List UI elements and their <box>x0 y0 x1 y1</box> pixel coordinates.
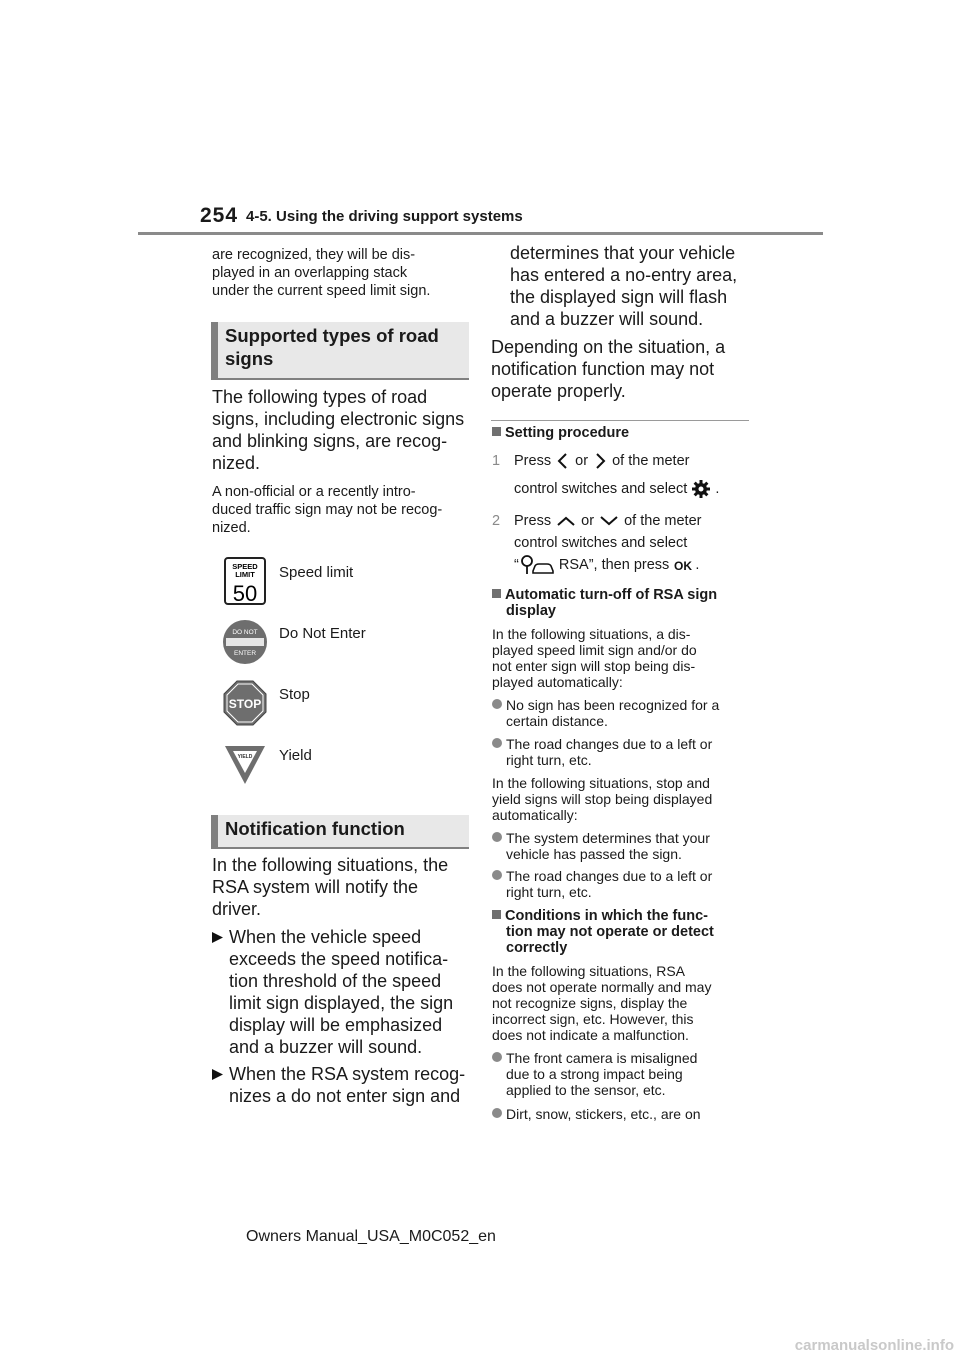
list-line: The road changes due to a left or <box>506 868 713 884</box>
step-text: Press <box>514 513 552 529</box>
bullet-dot-icon <box>492 699 502 709</box>
sign-row-do-not-enter <box>222 618 462 666</box>
list-item <box>492 736 744 768</box>
step-text: . <box>715 481 720 497</box>
sign-label: Yield <box>279 747 312 764</box>
bullet-triangle-icon <box>212 1069 223 1080</box>
yield-sign-icon <box>222 740 268 788</box>
sign-label: Do Not Enter <box>279 625 366 642</box>
square-bullet-icon <box>492 589 501 598</box>
intro-line: played in an overlapping stack <box>212 265 408 281</box>
chevron-right-icon <box>592 452 608 470</box>
list-item <box>492 1106 744 1122</box>
heading-text: Automatic turn-off of RSA sign <box>505 587 718 603</box>
sign-text: LIMIT <box>235 570 255 579</box>
heading-text: correctly <box>506 940 568 956</box>
list-line: right turn, etc. <box>506 752 592 768</box>
note-line: played speed limit sign and/or do <box>492 642 697 658</box>
step-text: or <box>575 453 589 469</box>
notification-paragraph <box>212 854 472 920</box>
paragraph-line: In the following situations, the <box>212 855 449 875</box>
bullet-line: tion threshold of the speed <box>229 971 442 991</box>
bullet-item <box>212 926 470 1058</box>
note-line: nized. <box>212 520 251 536</box>
heading-text: tion may not operate or detect <box>506 924 714 940</box>
watermark: carmanualsonline.info <box>794 1337 954 1354</box>
bullet-line: the displayed sign will flash <box>510 287 728 307</box>
note-line: not recognize signs, display the <box>492 995 688 1011</box>
list-line: certain distance. <box>506 713 608 729</box>
step-text: RSA”, then press <box>558 557 670 573</box>
list-line: due to a strong impact being <box>506 1066 683 1082</box>
bullet-triangle-icon <box>212 932 223 943</box>
sign-text: 50 <box>232 581 258 605</box>
heading-text: Conditions in which the func- <box>505 908 708 924</box>
step-text: or <box>581 513 595 529</box>
paragraph-line: The following types of road <box>212 387 428 407</box>
svg-text:OK: OK <box>674 559 693 573</box>
list-item <box>492 1050 744 1098</box>
sign-row-yield <box>222 740 462 788</box>
stop-sign-icon <box>222 679 268 727</box>
step-text: control switches and select <box>514 535 688 551</box>
conditions-note <box>492 963 754 1043</box>
bullet-line: nizes a do not enter sign and <box>229 1086 461 1106</box>
note-line: In the following situations, RSA <box>492 963 685 979</box>
page-number: 254 <box>200 204 239 227</box>
square-bullet-icon <box>492 910 501 919</box>
bullet-dot-icon <box>492 1108 502 1118</box>
bullet-line: When the RSA system recog- <box>229 1064 466 1084</box>
setting-procedure-heading <box>492 425 752 441</box>
list-line: applied to the sensor, etc. <box>506 1082 666 1098</box>
sign-text: DO NOT <box>232 629 258 636</box>
step-2 <box>492 510 754 576</box>
chevron-up-icon <box>555 514 577 528</box>
square-bullet-icon <box>492 427 501 436</box>
note-line: yield signs will stop being displayed <box>492 791 713 807</box>
list-line: Dirt, snow, stickers, etc., are on <box>506 1106 701 1122</box>
list-line: No sign has been recognized for a <box>506 697 720 713</box>
list-item <box>492 830 744 862</box>
paragraph-line: driver. <box>212 899 262 919</box>
step-text: Press <box>514 453 552 469</box>
paragraph-line: and blinking signs, are recog- <box>212 431 448 451</box>
note-line: A non-official or a recently intro- <box>212 484 416 500</box>
heading-line: signs <box>225 348 274 369</box>
bullet-dot-icon <box>492 870 502 880</box>
note-line: played automatically: <box>492 674 623 690</box>
auto-turn-off-note <box>492 626 754 690</box>
conditions-heading <box>492 908 754 956</box>
supported-signs-paragraph <box>212 386 472 474</box>
sign-text: ENTER <box>233 650 257 657</box>
step-text: “ <box>514 557 519 573</box>
sign-row-stop <box>222 679 462 727</box>
bullet-dot-icon <box>492 738 502 748</box>
heading-supported-signs <box>211 322 469 380</box>
bullet-dot-icon <box>492 1052 502 1062</box>
list-line: right turn, etc. <box>506 884 592 900</box>
note-line: automatically: <box>492 807 578 823</box>
note-line: In the following situations, stop and <box>492 775 710 791</box>
bullet-line: has entered a no-entry area, <box>510 265 738 285</box>
bullet-line: and a buzzer will sound. <box>229 1037 423 1057</box>
stop-yield-note <box>492 775 754 823</box>
step-number: 1 <box>492 453 501 469</box>
divider <box>491 420 749 421</box>
section-title: 4-5. Using the driving support systems <box>246 208 523 225</box>
note-line: not enter sign will stop being dis- <box>492 658 696 674</box>
list-line: The front camera is misaligned <box>506 1050 698 1066</box>
list-item <box>492 868 744 900</box>
bullet-line: exceeds the speed notifica- <box>229 949 449 969</box>
note-line: incorrect sign, etc. However, this <box>492 1011 694 1027</box>
rsa-sign-car-icon <box>519 555 555 575</box>
bullet-line: display will be emphasized <box>229 1015 443 1035</box>
bullet-continuation <box>510 242 760 330</box>
heading-text: display <box>506 603 556 619</box>
heading-line: Supported types of road <box>225 325 439 346</box>
heading-line: Notification function <box>225 818 405 839</box>
bullet-dot-icon <box>492 832 502 842</box>
intro-line: under the current speed limit sign. <box>212 283 431 299</box>
footer-manual-id: Owners Manual_USA_M0C052_en <box>246 1228 496 1245</box>
heading-notification-function <box>211 815 469 849</box>
step-text: . <box>695 557 700 573</box>
intro-text <box>212 246 472 300</box>
sign-label: Speed limit <box>279 564 354 581</box>
list-line: The road changes due to a left or <box>506 736 713 752</box>
bullet-line: and a buzzer will sound. <box>510 309 704 329</box>
step-1 <box>492 450 754 500</box>
ok-button-icon <box>673 558 695 572</box>
list-line: The system determines that your <box>506 830 710 846</box>
step-number: 2 <box>492 513 501 529</box>
sign-text: SPEED <box>232 562 258 571</box>
bullet-line: determines that your vehicle <box>510 243 736 263</box>
header-rule <box>138 232 823 235</box>
note-line: does not indicate a malfunction. <box>492 1027 689 1043</box>
paragraph-line: notification function may not <box>491 359 715 379</box>
gear-icon <box>691 479 711 499</box>
situation-paragraph <box>491 336 753 402</box>
sign-text: YIELD <box>237 754 253 760</box>
bullet-line: When the vehicle speed <box>229 927 422 947</box>
list-item <box>492 697 744 729</box>
note-line: In the following situations, a dis- <box>492 626 691 642</box>
chevron-left-icon <box>555 452 571 470</box>
step-text: of the meter <box>624 513 702 529</box>
paragraph-line: Depending on the situation, a <box>491 337 726 357</box>
paragraph-line: signs, including electronic signs <box>212 409 465 429</box>
heading-text: Setting procedure <box>505 425 630 441</box>
note-line: does not operate normally and may <box>492 979 712 995</box>
step-text: of the meter <box>612 453 690 469</box>
step-text: control switches and select <box>514 481 688 497</box>
sign-label: Stop <box>279 686 310 703</box>
sign-text: STOP <box>228 697 262 711</box>
auto-turn-off-heading <box>492 587 754 619</box>
paragraph-line: operate properly. <box>491 381 626 401</box>
sign-row-speed-limit <box>222 557 462 605</box>
bullet-item <box>212 1063 470 1107</box>
list-line: vehicle has passed the sign. <box>506 846 682 862</box>
recognition-note <box>212 483 474 537</box>
intro-line: are recognized, they will be dis- <box>212 247 416 263</box>
note-line: duced traffic sign may not be recog- <box>212 502 443 518</box>
chevron-down-icon <box>598 514 620 528</box>
paragraph-line: nized. <box>212 453 261 473</box>
speed-limit-sign-icon <box>222 557 268 605</box>
bullet-line: limit sign displayed, the sign <box>229 993 454 1013</box>
do-not-enter-sign-icon <box>222 618 268 666</box>
paragraph-line: RSA system will notify the <box>212 877 419 897</box>
